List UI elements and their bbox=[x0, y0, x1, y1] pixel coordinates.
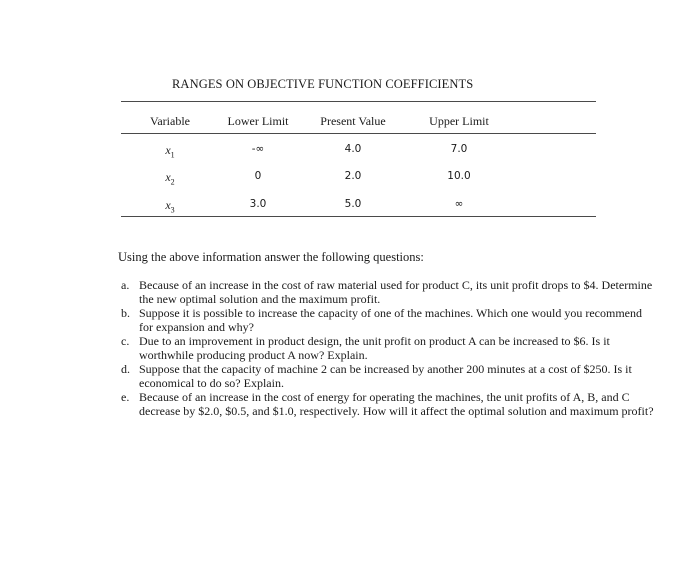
variable-base: x bbox=[165, 198, 171, 212]
question-letter: e. bbox=[121, 390, 130, 404]
table-row-present: 5.0 bbox=[344, 198, 362, 210]
question-list bbox=[118, 279, 658, 419]
question-text: Because of an increase in the cost of raw material used for product C, its unit profit drops to $4. Determine the new optimal solution and the maximum profit. bbox=[139, 278, 653, 306]
table-row-lower: 0 bbox=[254, 170, 262, 182]
question-text: Due to an improvement in product design, the unit profit on product A can be increased to $6. Is it worthwhile producing product A now? Explain. bbox=[139, 334, 610, 362]
question-c bbox=[118, 335, 658, 362]
question-e bbox=[118, 391, 658, 418]
table-row-upper: ∞ bbox=[454, 198, 464, 210]
question-letter: d. bbox=[121, 362, 130, 376]
question-letter: a. bbox=[121, 278, 130, 292]
question-text: Because of an increase in the cost of energy for operating the machines, the unit profits of A, B, and C decrease by $2.0, $0.5, and $1.0, respectively. How will it affect the optimal solution and maximum profit? bbox=[139, 390, 654, 418]
question-b bbox=[118, 307, 658, 334]
variable-subscript: 3 bbox=[170, 205, 175, 215]
header-lower-limit: Lower Limit bbox=[227, 114, 289, 128]
question-text: Suppose it is possible to increase the capacity of one of the machines. Which one would you recommend for expansion and why? bbox=[139, 306, 642, 334]
variable-subscript: 2 bbox=[170, 177, 175, 187]
question-a bbox=[118, 279, 658, 306]
table-row-present: 2.0 bbox=[344, 170, 362, 182]
table-row-variable bbox=[165, 170, 174, 186]
variable-subscript: 1 bbox=[170, 150, 175, 160]
table-row-present: 4.0 bbox=[344, 143, 362, 155]
table-row-upper: 7.0 bbox=[450, 143, 468, 155]
variable-base: x bbox=[165, 170, 171, 184]
questions-intro: Using the above information answer the following questions: bbox=[118, 250, 424, 264]
question-d bbox=[118, 363, 658, 390]
table-top-rule bbox=[121, 101, 596, 102]
table-row-lower: 3.0 bbox=[249, 198, 267, 210]
table-bottom-rule bbox=[121, 216, 596, 217]
question-letter: c. bbox=[121, 334, 130, 348]
header-present-value: Present Value bbox=[320, 114, 386, 128]
table-row-variable bbox=[165, 143, 174, 159]
header-variable: Variable bbox=[150, 114, 190, 128]
header-upper-limit: Upper Limit bbox=[429, 114, 489, 128]
table-row-lower: -∞ bbox=[251, 143, 265, 155]
question-letter: b. bbox=[121, 306, 130, 320]
variable-base: x bbox=[165, 143, 171, 157]
table-row-upper: 10.0 bbox=[447, 170, 471, 182]
table-row-variable bbox=[165, 198, 174, 214]
table-title: RANGES ON OBJECTIVE FUNCTION COEFFICIENTS bbox=[172, 77, 474, 91]
question-text: Suppose that the capacity of machine 2 can be increased by another 200 minutes at a cost of $250. Is it economical to do so? Explain. bbox=[139, 362, 632, 390]
table-header-rule bbox=[121, 133, 596, 134]
